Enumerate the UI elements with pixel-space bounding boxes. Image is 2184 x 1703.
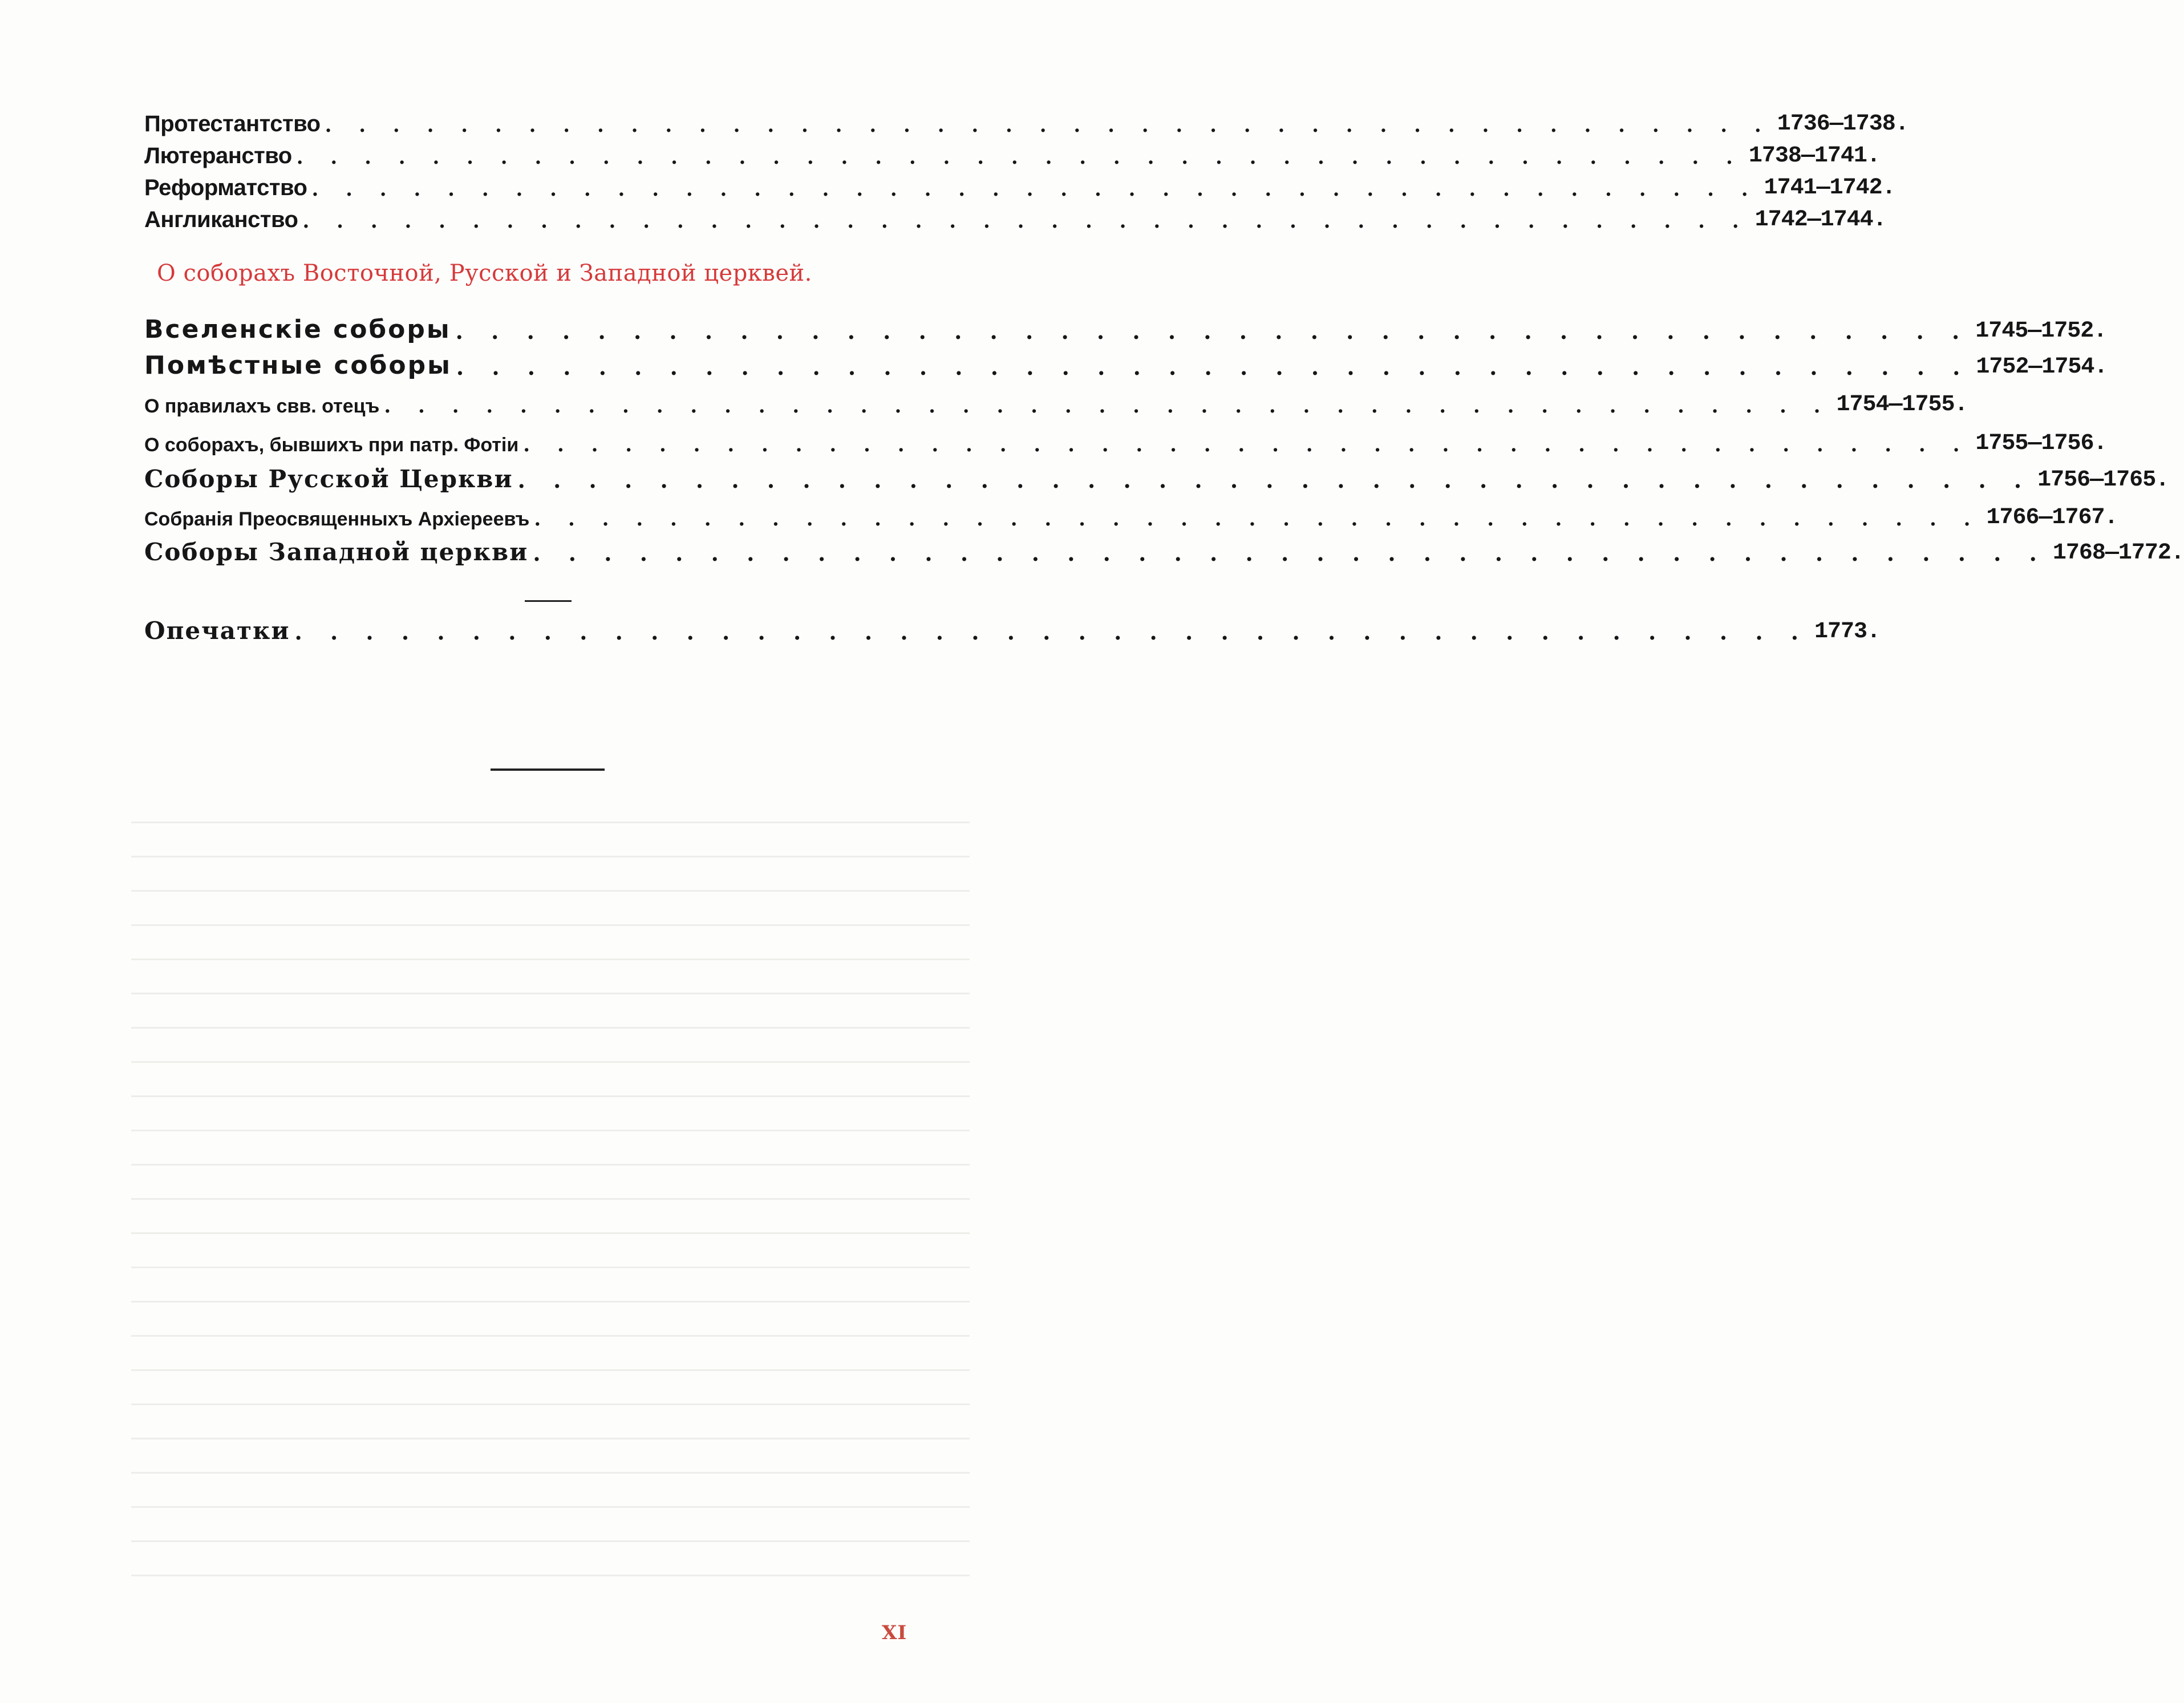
toc-entry: [144, 534, 2184, 566]
toc-entry: [144, 140, 1880, 169]
toc-entry-title: Вселенскіе соборы: [144, 315, 451, 344]
toc-entry-title: О правилахъ свв. отецъ: [144, 395, 380, 417]
toc-entry-title: Собранія Преосвященныхъ Архіереевъ: [144, 508, 530, 530]
toc-entry-pages: 1738—1741.: [1748, 143, 1880, 169]
toc-entry: [144, 108, 1909, 137]
toc-entry-pages: 1745—1752.: [1975, 318, 2107, 344]
toc-entry-title: Протестантство: [144, 111, 321, 136]
toc-entry: [144, 500, 2118, 531]
toc-entry-pages: 1766—1767.: [1986, 505, 2118, 531]
toc-entry-pages: 1752—1754.: [1976, 354, 2108, 380]
toc-entry: [144, 461, 2169, 493]
toc-entry-errata: [144, 613, 1881, 645]
leader-dots: . . . . . . . . . . . . . . . . . . . . . . . . . . . . . . . . . . . . . . . . . . .: [302, 210, 1749, 233]
leader-dots: . . . . . . . . . . . . . . . . . . . . . . . . . . . . . . . . . . . . . . . . . . .: [533, 540, 2047, 566]
toc-entry-pages: 1756—1765.: [2037, 467, 2169, 493]
toc-entry: [144, 204, 1886, 233]
toc-entry-title: Соборы Западной церкви: [144, 538, 529, 566]
leader-dots: . . . . . . . . . . . . . . . . . . . . . . . . . . . . . . . . . . . . . . . . . . .: [455, 318, 1970, 344]
toc-entry-pages: 1736—1738.: [1777, 111, 1909, 137]
toc-entry-pages: 1742—1744.: [1755, 207, 1886, 233]
leader-dots: . . . . . . . . . . . . . . . . . . . . . . . . . . . . . . . . . . . . . . . . . . .: [294, 619, 1809, 645]
toc-entry: [144, 387, 1968, 418]
leader-dots: . . . . . . . . . . . . . . . . . . . . . . . . . . . . . . . . . . . . . . . . . . .: [296, 146, 1743, 169]
toc-entry-pages: 1755—1756.: [1975, 431, 2107, 456]
toc-entry-title: Опечатки: [144, 617, 290, 645]
toc-entry-title: Англиканство: [144, 207, 298, 232]
leader-dots: . . . . . . . . . . . . . . . . . . . . . . . . . . . . . . . . . . . . . . . . . . .: [517, 467, 2032, 493]
toc-entry-title: Помѣстные соборы: [144, 351, 452, 380]
leader-dots: . . . . . . . . . . . . . . . . . . . . . . . . . . . . . . . . . . . . . . . . . . .: [325, 114, 1772, 137]
leader-dots: . . . . . . . . . . . . . . . . . . . . . . . . . . . . . . . . . . . . . . . . . . .: [311, 178, 1758, 201]
toc-entry-title: О соборахъ, бывшихъ при патр. Фотіи: [144, 434, 519, 456]
end-divider: [491, 768, 605, 771]
toc-entry-title: Соборы Русской Церкви: [144, 465, 513, 493]
leader-dots: . . . . . . . . . . . . . . . . . . . . . . . . . . . . . . . . . . . . . . . . . . .: [456, 354, 1971, 380]
leader-dots: . . . . . . . . . . . . . . . . . . . . . . . . . . . . . . . . . . . . . . . . . . .: [384, 395, 1831, 418]
toc-entry-title: Лютеранство: [144, 143, 292, 168]
toc-entry: [144, 347, 2108, 380]
toc-entry-pages: 1741—1742.: [1764, 175, 1895, 201]
page-number: XI: [882, 1621, 907, 1644]
section-heading: О соборахъ Восточной, Русской и Западной церквей.: [157, 260, 812, 286]
toc-entry-pages: 1773.: [1814, 619, 1881, 645]
toc-entry: [144, 172, 1895, 201]
toc-entry: [144, 426, 2107, 456]
toc-entry-pages: 1768—1772.: [2052, 540, 2184, 566]
toc-entry-title: Реформатство: [144, 175, 307, 200]
toc-entry: [144, 311, 2107, 344]
toc-entry-pages: 1754—1755.: [1836, 392, 1968, 418]
leader-dots: . . . . . . . . . . . . . . . . . . . . . . . . . . . . . . . . . . . . . . . . . . .: [523, 434, 1970, 456]
short-divider: [525, 600, 572, 602]
leader-dots: . . . . . . . . . . . . . . . . . . . . . . . . . . . . . . . . . . . . . . . . . . .: [534, 508, 1981, 531]
